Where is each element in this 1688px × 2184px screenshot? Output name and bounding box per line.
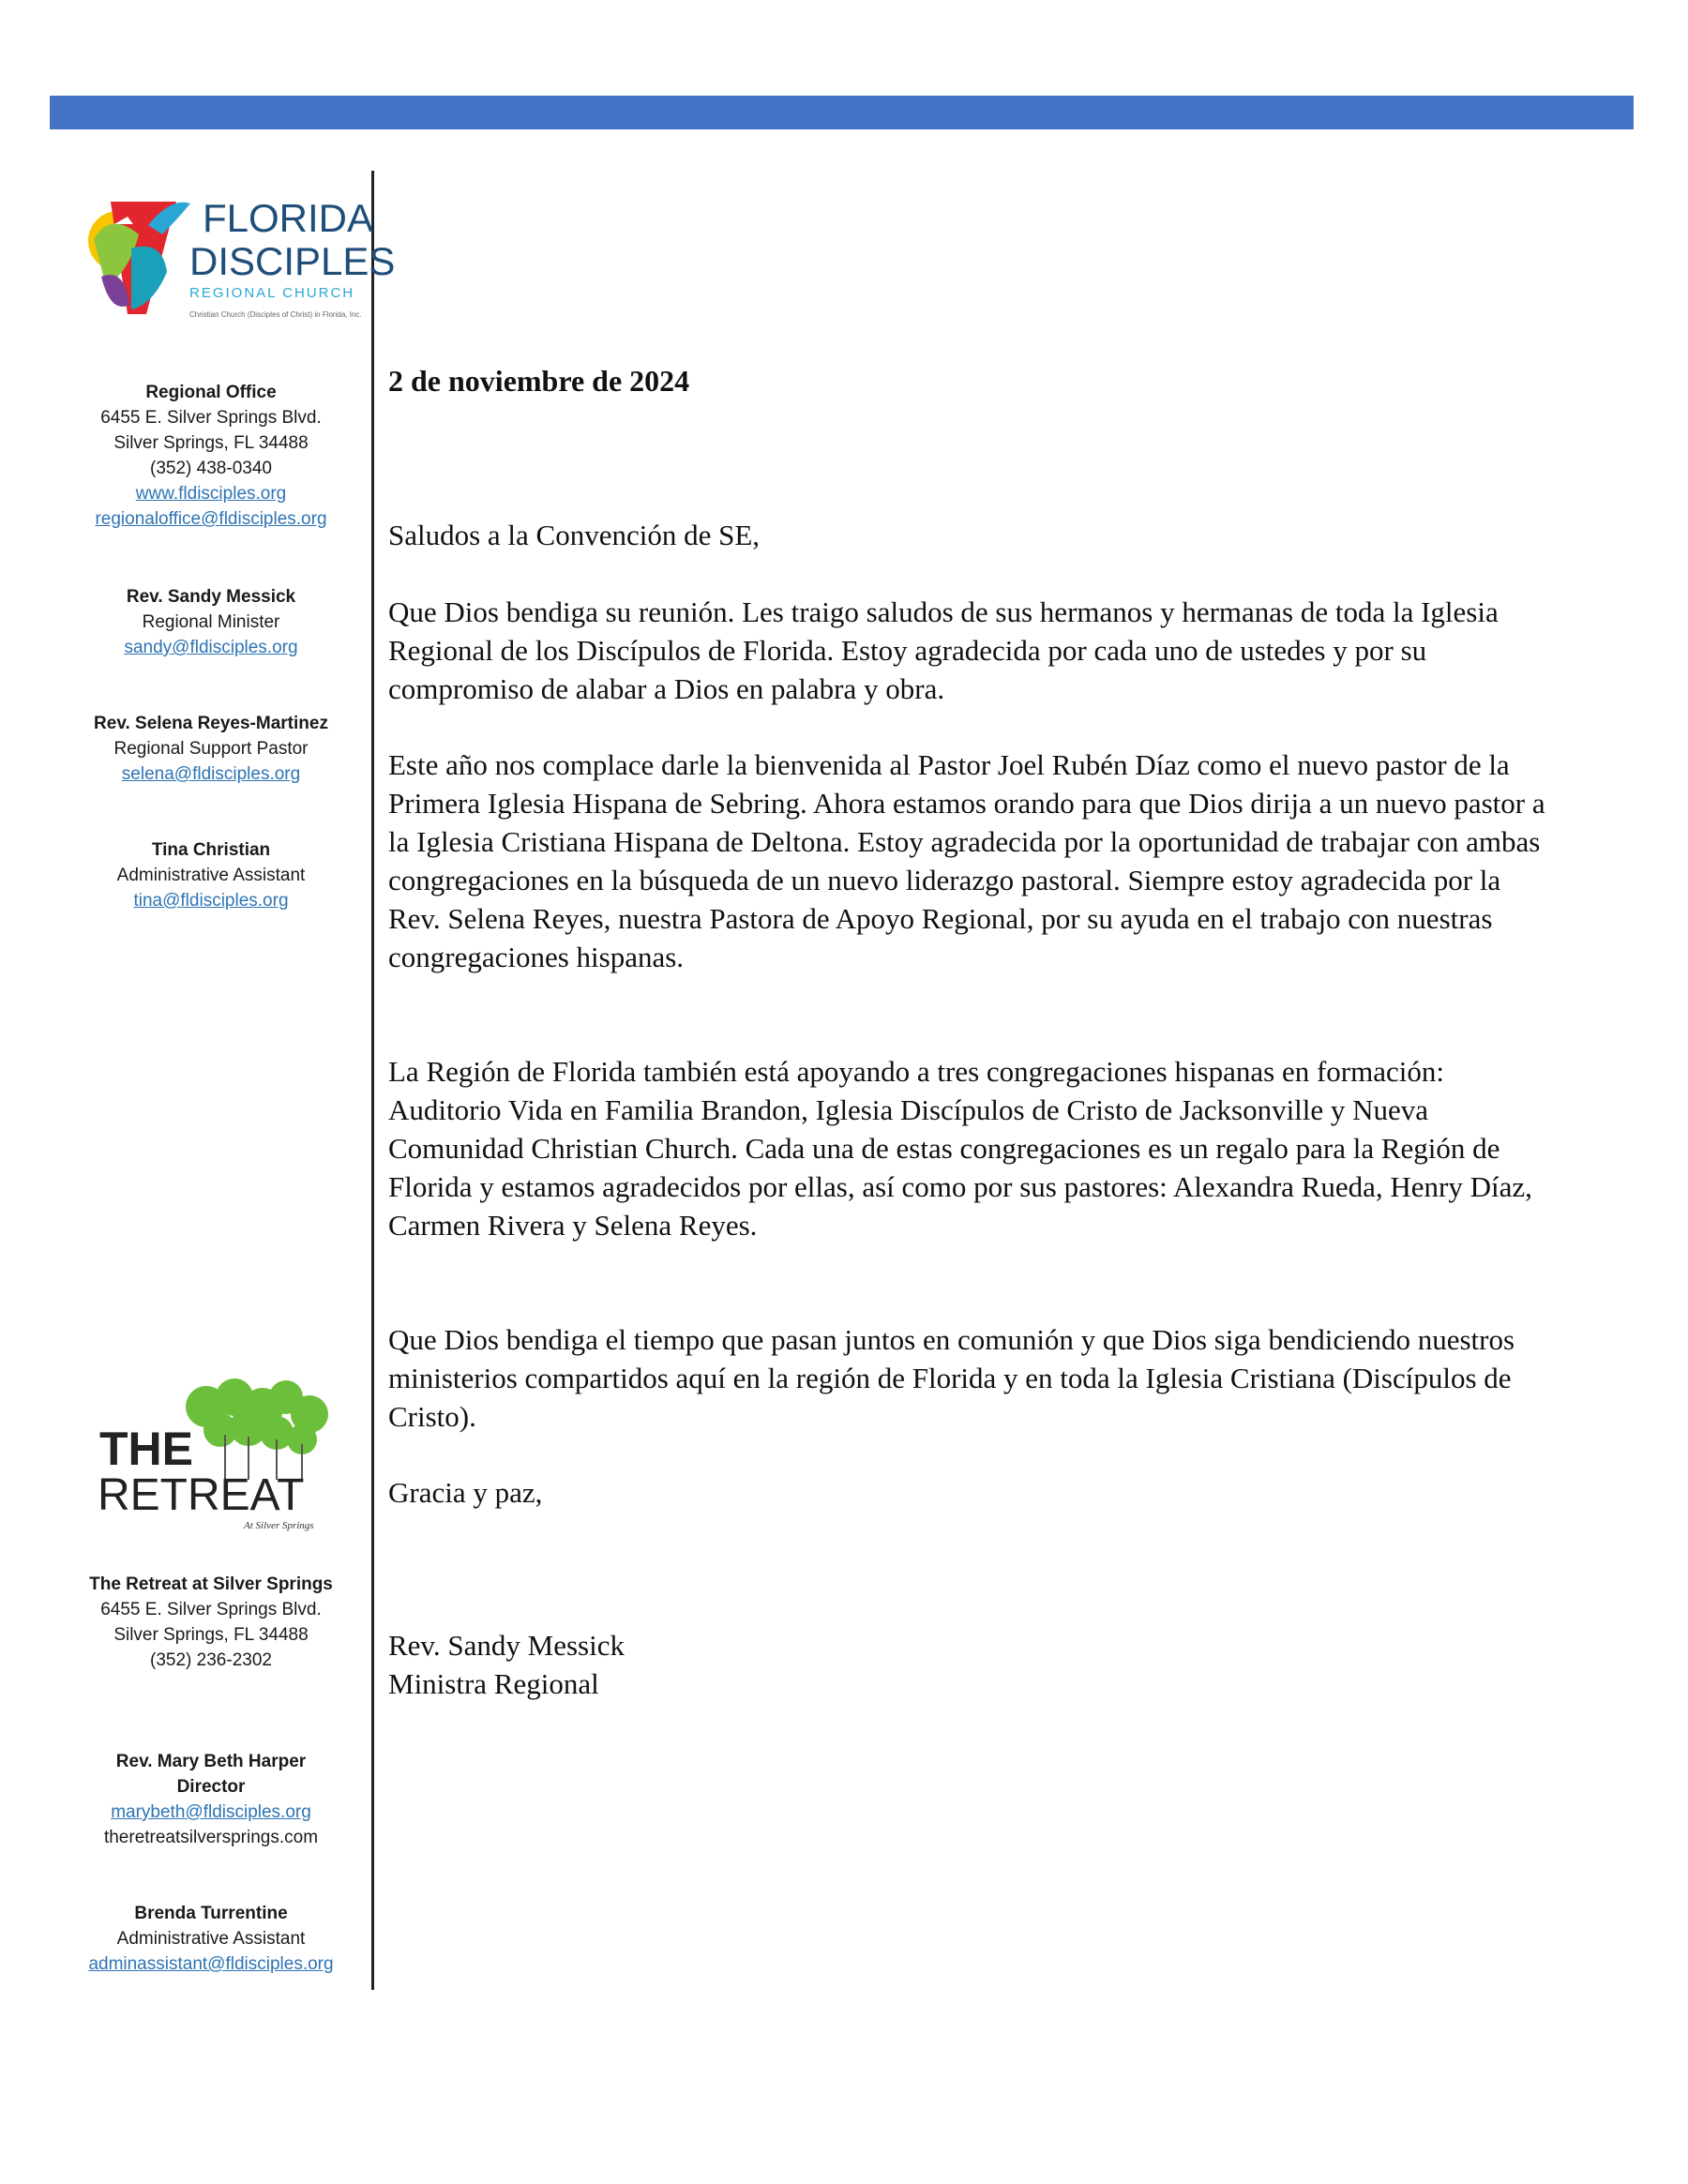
staff-email-link[interactable]: selena@fldisciples.org	[121, 764, 301, 784]
staff-email-link[interactable]: tina@fldisciples.org	[133, 891, 289, 911]
letter-paragraph-1: Que Dios bendiga su reunión. Les traigo saludos de sus hermanos y hermanas de toda la Iglesia Regional de los Discípulos de Florida. Estoy agradecida por cada uno de ustedes y por su compromiso de alabar a Dios en palabra y obra.	[388, 595, 1499, 705]
retreat-title: The Retreat at Silver Springs	[89, 1574, 333, 1594]
staff-email-link[interactable]: sandy@fldisciples.org	[124, 638, 298, 657]
logo-line2: DISCIPLES	[189, 239, 396, 283]
logo-line1: FLORIDA	[203, 196, 374, 240]
staff-role: Regional Minister	[142, 612, 280, 632]
signature-name: Rev. Sandy Messick	[388, 1629, 625, 1662]
vertical-divider	[371, 171, 374, 1990]
letter-closing: Gracia y paz,	[388, 1476, 543, 1509]
letter-date: 2 de noviembre de 2024	[388, 364, 690, 398]
regional-office-website-link[interactable]: www.fldisciples.org	[135, 484, 287, 504]
retreat-logo-sub: At Silver Springs	[244, 1520, 314, 1531]
staff-email-link[interactable]: adminassistant@fldisciples.org	[88, 1954, 334, 1974]
letter-paragraph-4: Que Dios bendiga el tiempo que pasan juntos en comunión y que Dios siga bendiciendo nuestros ministerios compartidos aquí en la región de Florida y en toda la Iglesia Cristiana (Discípulos de Cristo).	[388, 1323, 1515, 1433]
regional-office-title: Regional Office	[145, 383, 277, 402]
retreat-logo-line2: RETREAT	[98, 1470, 305, 1520]
letter-paragraph-2: Este año nos complace darle la bienvenida al Pastor Joel Rubén Díaz como el nuevo pastor de la Primera Iglesia Hispana de Sebring. Ahora estamos orando para que Dios dirija a un nuevo pastor a la Iglesia Cristiana Hispana de Deltona. Estoy agradecida por la oportunidad de trabajar con ambas congregaciones en la búsqueda de un nuevo liderazgo pastoral. Siempre estoy agradecida por la Rev. Selena Reyes, nuestra Pastora de Apoyo Regional, por su ayuda en el trabajo con nuestras congregaciones hispanas.	[388, 748, 1545, 973]
staff-tina-block	[56, 837, 366, 913]
staff-name: Tina Christian	[151, 840, 271, 860]
staff-selena-block	[56, 711, 366, 787]
florida-disciples-logo	[73, 183, 396, 333]
retreat-phone: (352) 236-2302	[150, 1650, 272, 1670]
staff-role: Administrative Assistant	[116, 866, 306, 885]
regional-office-email-link[interactable]: regionaloffice@fldisciples.org	[95, 509, 327, 529]
regional-office-address1: 6455 E. Silver Springs Blvd.	[100, 408, 322, 428]
retreat-website: theretreatsilversprings.com	[103, 1828, 319, 1847]
staff-name: Rev. Selena Reyes-Martinez	[94, 714, 328, 733]
signature-title: Ministra Regional	[388, 1667, 599, 1700]
regional-office-phone: (352) 438-0340	[150, 459, 272, 478]
header-bar	[50, 96, 1634, 129]
regional-office-address2: Silver Springs, FL 34488	[113, 433, 309, 453]
retreat-logo-line1: THE	[99, 1423, 193, 1475]
retreat-address2: Silver Springs, FL 34488	[113, 1625, 309, 1645]
staff-name: Brenda Turrentine	[134, 1904, 288, 1923]
staff-name: Rev. Sandy Messick	[126, 587, 296, 607]
retreat-address1: 6455 E. Silver Springs Blvd.	[100, 1600, 322, 1619]
staff-name: Rev. Mary Beth Harper	[115, 1752, 307, 1771]
logo-line3: REGIONAL CHURCH	[189, 285, 355, 301]
staff-role: Director	[176, 1777, 246, 1797]
letter-greeting: Saludos a la Convención de SE,	[388, 519, 761, 551]
staff-sandy-block	[56, 584, 366, 660]
the-retreat-logo	[94, 1369, 342, 1543]
regional-office-block	[56, 380, 366, 532]
letter-paragraph-3: La Región de Florida también está apoyando a tres congregaciones hispanas en formación: Auditorio Vida en Familia Brandon, Iglesia Discípulos de Cristo de Jacksonville y Nueva Comunidad Christian Church. Cada una de estas congregaciones es un regalo para la Región de Florida y estamos agradecidos por ellas, así como por sus pastores: Alexandra Rueda, Henry Díaz, Carmen Rivera y Selena Reyes.	[388, 1055, 1532, 1242]
logo-tagline: Christian Church (Disciples of Christ) in Florida, Inc.	[189, 310, 362, 319]
retreat-director-block	[56, 1749, 366, 1850]
staff-role: Regional Support Pastor	[113, 739, 309, 759]
staff-role: Administrative Assistant	[116, 1929, 306, 1949]
retreat-block	[56, 1572, 366, 1673]
staff-email-link[interactable]: marybeth@fldisciples.org	[111, 1802, 311, 1822]
retreat-admin-block	[56, 1901, 366, 1977]
